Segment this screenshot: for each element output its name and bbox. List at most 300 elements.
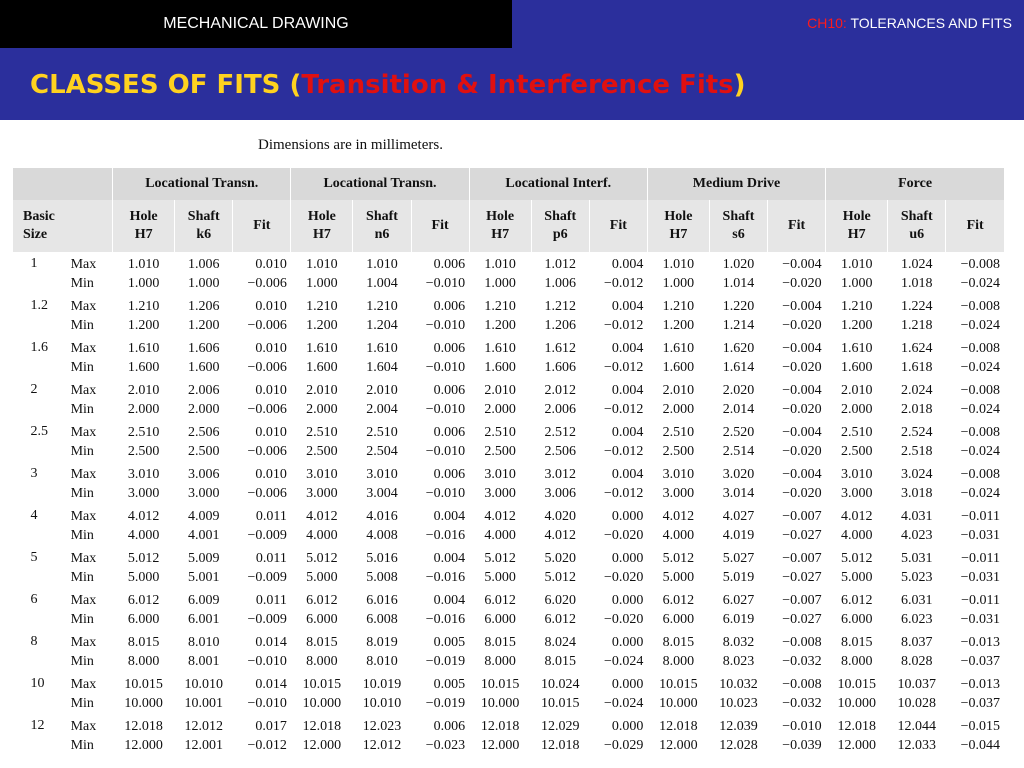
table-cell: 2.018 [901,401,933,417]
table-cell: 8.015 [127,634,160,650]
table-cell: 1.000 [840,275,873,291]
table-cell: −0.008 [782,634,822,650]
table-cell: 0.014 [255,634,287,650]
table-cell: −0.012 [603,359,644,375]
table-cell: 1.600 [127,359,160,375]
table-cell: 2.510 [306,424,338,440]
table-cell: −0.020 [603,527,644,543]
basic-size-cell: 12 [30,718,45,733]
table-cell: 8.000 [127,653,160,669]
table-cell: 2.510 [366,424,398,440]
table-cell: 12.039 [719,718,758,734]
table-cell: 1.200 [187,317,220,333]
table-cell: 8.015 [306,634,338,650]
table-cell: 8.015 [840,634,873,650]
table-cell: 1.600 [484,359,516,375]
table-cell: 0.004 [611,424,644,440]
limit-label: Max [70,676,97,692]
table-cell: −0.011 [961,592,1000,608]
table-cell: 4.008 [366,527,398,543]
table-cell: 8.015 [662,634,695,650]
table-cell: 2.500 [484,443,516,459]
table-cell: 3.020 [722,466,755,482]
table-cell: 2.518 [901,443,933,459]
table-cell: 1.610 [306,340,338,356]
table-row [13,588,1005,609]
table-cell: 1.618 [901,359,933,375]
table-cell: 2.006 [544,401,576,417]
table-cell: 0.017 [255,718,287,734]
table-cell: 8.019 [366,634,398,650]
table-cell: 5.000 [662,569,695,585]
table-cell: 1.010 [840,256,873,272]
table-cell: 6.001 [187,611,220,627]
table-cell: 8.028 [901,653,933,669]
table-cell: 2.024 [901,382,933,398]
table-cell: 3.000 [484,485,516,501]
table-cell: 0.011 [255,550,287,566]
table-cell: 2.010 [484,382,516,398]
table-cell: 3.012 [544,466,576,482]
table-cell: 12.029 [540,718,580,734]
table-cell: 2.004 [366,401,398,417]
table-row [13,420,1005,441]
table-cell: −0.010 [425,317,466,333]
course-title: MECHANICAL DRAWING [163,15,349,32]
table-cell: 12.033 [897,737,937,753]
table-cell: 1.200 [662,317,695,333]
table-cell: 2.020 [722,382,755,398]
table-row [13,714,1005,735]
table-cell: −0.006 [247,485,287,501]
table-cell: 12.044 [897,718,937,734]
fits-table-container [12,168,1004,768]
table-cell: 12.000 [302,737,342,753]
limit-label: Max [70,466,97,482]
table-cell: −0.010 [782,718,822,734]
table-row [13,483,1005,504]
table-cell: 4.027 [722,508,755,524]
table-cell: −0.010 [425,401,466,417]
table-cell: −0.024 [603,653,644,669]
table-cell: 2.510 [662,424,695,440]
table-cell: 5.023 [901,569,933,585]
table-row [13,609,1005,630]
table-cell: 0.000 [611,508,644,524]
table-cell: 3.010 [306,466,338,482]
table-cell: −0.020 [782,485,822,501]
table-cell: −0.031 [960,611,1000,627]
table-cell: 1.200 [127,317,160,333]
table-cell: 1.210 [306,298,338,314]
table-cell: 6.019 [722,611,755,627]
table-cell: 6.000 [840,611,873,627]
table-cell: −0.024 [960,317,1000,333]
table-cell: 2.506 [544,443,576,459]
table-cell: 2.510 [484,424,516,440]
column-header: Hole H7 [291,200,353,252]
table-cell: 4.020 [544,508,576,524]
table-cell: 8.024 [544,634,576,650]
table-cell: −0.004 [782,424,822,440]
group-header: Medium Drive [647,168,825,200]
table-cell: 2.510 [840,424,873,440]
table-cell: 5.012 [662,550,695,566]
table-cell: 1.020 [722,256,755,272]
table-row [13,630,1005,651]
basic-size-cell: 1.6 [30,340,48,355]
table-cell: −0.024 [603,695,644,711]
table-cell: 3.000 [840,485,873,501]
table-cell: −0.039 [782,737,822,753]
table-cell: −0.008 [960,340,1000,356]
table-cell: 2.500 [662,443,695,459]
table-cell: 1.610 [484,340,516,356]
table-cell: 1.600 [187,359,220,375]
table-cell: −0.037 [960,653,1000,669]
table-cell: 1.000 [127,275,160,291]
table-cell: 5.000 [484,569,516,585]
group-header: Locational Transn. [113,168,291,200]
table-cell: 1.610 [840,340,873,356]
table-cell: 3.010 [662,466,695,482]
table-cell: −0.019 [425,653,466,669]
table-cell: −0.020 [782,443,822,459]
limit-label: Min [70,737,94,753]
table-cell: 1.604 [366,359,398,375]
limit-label: Max [70,382,97,398]
basic-size-cell: 2 [30,382,38,397]
table-cell: −0.032 [782,653,822,669]
table-cell: 3.014 [722,485,755,501]
table-cell: 10.032 [719,676,758,692]
table-cell: −0.007 [782,592,822,608]
table-cell: 2.514 [722,443,755,459]
table-cell: 1.224 [901,298,933,314]
table-cell: 0.000 [611,634,644,650]
table-cell: −0.013 [960,634,1000,650]
basic-size-cell: 8 [30,634,38,649]
table-cell: 1.214 [722,317,755,333]
table-cell: −0.010 [247,695,287,711]
group-header: Locational Transn. [291,168,469,200]
table-cell: 12.018 [837,718,876,734]
table-cell: 4.012 [306,508,338,524]
table-cell: 5.012 [484,550,516,566]
table-cell: 2.520 [722,424,755,440]
table-cell: 0.010 [255,424,287,440]
limit-label: Min [70,569,94,585]
table-cell: 0.014 [255,676,287,692]
table-cell: 5.000 [127,569,160,585]
table-cell: 10.023 [719,695,758,711]
table-cell: 6.009 [187,592,220,608]
table-cell: 3.018 [901,485,933,501]
table-cell: 1.000 [306,275,338,291]
table-row [13,378,1005,399]
table-cell: 12.000 [124,737,163,753]
table-cell: 8.023 [722,653,755,669]
table-cell: 1.018 [901,275,933,291]
table-cell: −0.011 [961,508,1000,524]
table-cell: 1.600 [662,359,695,375]
table-cell: −0.024 [960,485,1000,501]
table-cell: 0.004 [433,550,466,566]
basic-size-cell: 10 [30,676,45,691]
table-cell: 0.006 [433,466,466,482]
table-cell: 2.500 [840,443,873,459]
table-row [13,273,1005,294]
table-cell: 1.206 [187,298,220,314]
table-cell: −0.016 [425,527,466,543]
limit-label: Min [70,443,94,459]
table-cell: 1.004 [366,275,398,291]
table-cell: 5.001 [187,569,220,585]
table-cell: 8.001 [187,653,220,669]
table-cell: 3.006 [544,485,576,501]
table-cell: 0.011 [255,592,287,608]
table-cell: 5.019 [722,569,755,585]
table-cell: 2.000 [187,401,220,417]
table-cell: 3.000 [306,485,338,501]
table-cell: 1.614 [722,359,755,375]
table-cell: 5.012 [127,550,160,566]
table-cell: 10.028 [897,695,937,711]
table-cell: 6.027 [722,592,755,608]
table-cell: −0.024 [960,359,1000,375]
limit-label: Min [70,317,94,333]
limit-label: Min [70,695,94,711]
table-cell: 5.020 [544,550,576,566]
table-cell: 12.028 [719,737,758,753]
table-cell: −0.009 [247,611,287,627]
table-cell: 1.000 [662,275,695,291]
table-cell: 6.012 [840,592,873,608]
limit-label: Max [70,508,97,524]
table-cell: −0.006 [247,401,287,417]
column-header: Hole H7 [826,200,888,252]
sub-header-row [13,200,1005,252]
table-cell: 4.023 [901,527,933,543]
table-cell: 2.010 [366,382,398,398]
table-cell: 10.015 [540,695,580,711]
limit-label: Min [70,401,94,417]
table-cell: 6.000 [306,611,338,627]
table-cell: 1.210 [840,298,873,314]
table-cell: 1.014 [722,275,755,291]
group-header: Force [826,168,1004,200]
fits-table [12,168,1004,756]
table-cell: −0.008 [960,298,1000,314]
table-cell: −0.009 [247,527,287,543]
table-cell: 1.610 [127,340,160,356]
table-cell: 1.606 [544,359,576,375]
table-cell: 0.004 [611,340,644,356]
basic-size-header: Basic Size [13,200,113,252]
table-cell: 10.015 [659,676,698,692]
table-cell: 5.012 [840,550,873,566]
limit-label: Min [70,275,94,291]
table-cell: 1.600 [840,359,873,375]
table-cell: 0.005 [433,634,466,650]
table-cell: 10.010 [184,676,223,692]
table-cell: 2.000 [484,401,516,417]
table-cell: 1.606 [187,340,220,356]
table-cell: 10.015 [302,676,342,692]
table-cell: 6.000 [662,611,695,627]
table-cell: −0.004 [782,298,822,314]
table-cell: −0.019 [425,695,466,711]
limit-label: Max [70,634,97,650]
table-row [13,399,1005,420]
table-cell: 4.000 [306,527,338,543]
table-cell: 6.000 [484,611,516,627]
table-body [13,252,1005,756]
basic-size-cell: 1.2 [30,298,48,313]
table-cell: 1.010 [127,256,160,272]
table-cell: 0.011 [255,508,287,524]
table-cell: 10.000 [302,695,342,711]
table-row [13,462,1005,483]
table-cell: −0.008 [960,382,1000,398]
table-cell: −0.010 [247,653,287,669]
table-cell: 1.012 [544,256,576,272]
table-cell: 0.010 [255,382,287,398]
table-cell: 3.010 [366,466,398,482]
table-cell: −0.016 [425,611,466,627]
table-cell: −0.010 [425,443,466,459]
table-cell: 10.015 [837,676,876,692]
table-cell: 4.012 [840,508,873,524]
table-cell: 5.027 [722,550,755,566]
table-cell: −0.008 [960,256,1000,272]
table-cell: 2.010 [840,382,873,398]
table-cell: 12.000 [480,737,520,753]
table-cell: 6.016 [366,592,398,608]
table-cell: 10.024 [540,676,580,692]
table-cell: 0.004 [611,256,644,272]
basic-size-cell: 6 [30,592,38,607]
table-cell: 6.012 [484,592,516,608]
table-cell: −0.012 [603,317,644,333]
table-cell: 4.000 [127,527,160,543]
slide-title-main: CLASSES OF FITS ( [30,70,302,100]
chapter-name: TOLERANCES AND FITS [850,15,1012,31]
column-header: Hole H7 [469,200,531,252]
table-cell: 4.012 [662,508,695,524]
table-cell: 0.006 [433,718,466,734]
table-cell: 1.612 [544,340,576,356]
limit-label: Min [70,485,94,501]
table-cell: −0.016 [425,569,466,585]
table-cell: −0.044 [960,737,1000,753]
table-cell: 10.019 [362,676,402,692]
column-header: Hole H7 [113,200,175,252]
column-header: Shaft n6 [353,200,411,252]
table-cell: 1.200 [484,317,516,333]
table-cell: 10.000 [659,695,698,711]
column-header: Shaft p6 [531,200,589,252]
table-cell: 0.004 [611,382,644,398]
table-row [13,693,1005,714]
table-cell: 1.600 [306,359,338,375]
table-cell: −0.006 [247,443,287,459]
table-cell: 12.023 [362,718,402,734]
table-cell: 6.012 [306,592,338,608]
table-cell: 3.010 [127,466,160,482]
table-cell: −0.027 [782,611,822,627]
corner-cell [13,168,113,200]
limit-label: Max [70,340,97,356]
table-cell: 12.018 [124,718,163,734]
table-cell: 1.220 [722,298,755,314]
table-row [13,336,1005,357]
table-cell: 4.000 [840,527,873,543]
table-row [13,735,1005,756]
table-cell: −0.024 [960,275,1000,291]
table-cell: 0.000 [611,550,644,566]
table-cell: 2.506 [187,424,220,440]
table-cell: 4.009 [187,508,220,524]
table-cell: −0.004 [782,382,822,398]
limit-label: Min [70,527,94,543]
table-cell: 10.015 [124,676,163,692]
table-cell: −0.020 [782,275,822,291]
table-cell: −0.008 [960,466,1000,482]
table-row [13,504,1005,525]
table-cell: 5.031 [901,550,933,566]
table-cell: 3.010 [840,466,873,482]
table-cell: −0.008 [782,676,822,692]
table-cell: −0.020 [782,317,822,333]
table-cell: −0.011 [961,550,1000,566]
table-cell: 0.004 [611,298,644,314]
table-cell: −0.010 [425,275,466,291]
table-cell: 4.000 [662,527,695,543]
table-cell: 8.010 [187,634,220,650]
table-cell: 5.016 [366,550,398,566]
column-header: Shaft k6 [175,200,233,252]
table-cell: 0.006 [433,424,466,440]
table-cell: 12.018 [659,718,698,734]
table-row [13,252,1005,273]
table-cell: 2.012 [544,382,576,398]
table-cell: 5.012 [544,569,576,585]
table-row [13,567,1005,588]
table-row [13,315,1005,336]
table-cell: 1.210 [366,298,398,314]
table-cell: 10.037 [897,676,937,692]
table-cell: 5.000 [306,569,338,585]
table-cell: 4.000 [484,527,516,543]
table-cell: 1.010 [662,256,695,272]
table-cell: −0.004 [782,466,822,482]
table-cell: 0.004 [433,508,466,524]
limit-label: Min [70,359,94,375]
table-cell: 6.023 [901,611,933,627]
table-cell: 0.005 [433,676,466,692]
table-cell: 0.004 [433,592,466,608]
table-cell: 0.010 [255,256,287,272]
table-cell: 0.006 [433,382,466,398]
table-cell: 10.015 [480,676,520,692]
table-cell: −0.015 [960,718,1000,734]
table-cell: 5.012 [306,550,338,566]
table-cell: 1.000 [187,275,220,291]
units-note: Dimensions are in millimeters. [258,137,443,153]
table-cell: 6.012 [662,592,695,608]
table-cell: 8.015 [544,653,576,669]
